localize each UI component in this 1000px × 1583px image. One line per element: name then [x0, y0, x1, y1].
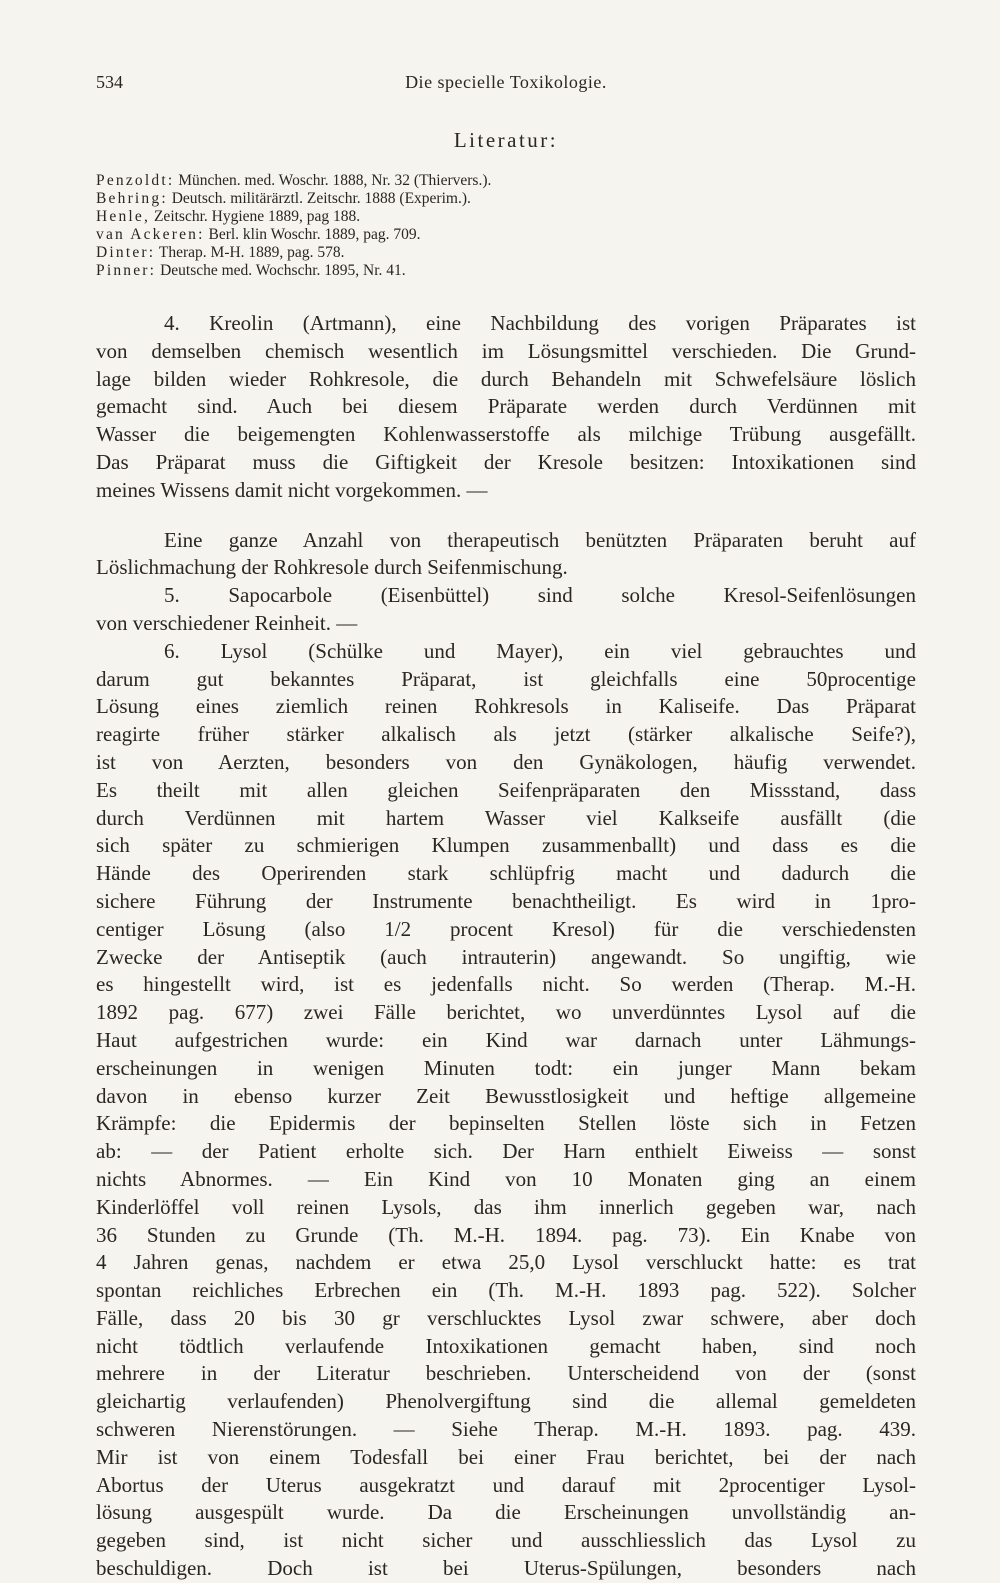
text-line: von verschiedener Reinheit. — — [96, 610, 358, 635]
text-line: 5. Sapocarbole (Eisenbüttel) sind solche Kresol-Seifenlösungen — [164, 583, 916, 608]
reference-item — [96, 208, 916, 226]
text-line: davon in ebenso kurzer Zeit Bewusstlosigkeit und heftige allgemeine — [96, 1083, 916, 1108]
text-line: Wasser die beigemengten Kohlenwasserstoffe als milchige Trübung ausgefällt. — [96, 422, 916, 447]
text-line: darum gut bekanntes Präparat, ist gleichfalls eine 50procentige — [96, 666, 916, 691]
text-line: sich später zu schmierigen Klumpen zusammenballt) und dass es die — [96, 833, 916, 858]
text-line: lösung ausgespült wurde. Da die Erscheinungen unvollständig an- — [96, 1500, 916, 1525]
literature-heading: Literatur: — [453, 128, 559, 152]
reference-author: Henle, — [96, 208, 151, 225]
running-title: Die specielle Toxikologie. — [405, 72, 607, 92]
literature-list — [96, 172, 916, 280]
text-line: gleichartig verlaufenden) Phenolvergiftung sind die allemal gemeldeten — [96, 1389, 916, 1414]
reference-author: Pinner: — [96, 262, 157, 279]
text-line: 6. Lysol (Schülke und Mayer), ein viel gebrauchtes und — [164, 638, 916, 663]
text-line: ist von Aerzten, besonders von den Gynäkologen, häufig verwendet. — [96, 749, 916, 774]
text-line: nichts Abnormes. — Ein Kind von 10 Monaten ging an einem — [96, 1166, 916, 1191]
reference-source: Deutsch. militärärztl. Zeitschr. 1888 (Experim.). — [167, 190, 471, 207]
reference-item — [96, 244, 916, 262]
text-line: von demselben chemisch wesentlich im Lösungsmittel verschieden. Die Grund- — [96, 338, 916, 363]
text-line: mehrere in der Literatur beschrieben. Unterscheidend von der (sonst — [96, 1361, 916, 1386]
text-line: Löslichmachung der Rohkresole durch Seifenmischung. — [96, 555, 568, 580]
text-line: beschuldigen. Doch ist bei Uterus-Spülungen, besonders nach — [96, 1556, 916, 1581]
text-line: erscheinungen in wenigen Minuten todt: ein junger Mann bekam — [96, 1055, 916, 1080]
text-line: Haut aufgestrichen wurde: ein Kind war darnach unter Lähmungs- — [96, 1027, 916, 1052]
reference-author: van Ackeren: — [96, 226, 205, 243]
text-line: es hingestellt wird, ist es jedenfalls nicht. So werden (Therap. M.-H. — [96, 972, 916, 997]
text-line: Es theilt mit allen gleichen Seifenpräparaten den Missstand, dass — [96, 777, 916, 802]
text-line: spontan reichliches Erbrechen ein (Th. M.-H. 1893 pag. 522). Solcher — [96, 1278, 916, 1303]
reference-item — [96, 262, 916, 280]
reference-source: Zeitschr. Hygiene 1889, pag 188. — [150, 208, 361, 225]
text-line: schweren Nierenstörungen. — Siehe Therap. M.-H. 1893. pag. 439. — [96, 1417, 916, 1442]
text-line: 1892 pag. 677) zwei Fälle berichtet, wo unverdünntes Lysol auf die — [96, 1000, 916, 1025]
page-number: 534 — [96, 72, 123, 92]
text-line: centiger Lösung (also 1/2 procent Kresol) für die verschiedensten — [96, 916, 916, 941]
reference-author: Penzoldt: — [96, 172, 175, 189]
page-header — [96, 72, 916, 98]
text-line: Mir ist von einem Todesfall bei einer Frau berichtet, bei der nach — [96, 1444, 916, 1469]
text-line: Kinderlöffel voll reinen Lysols, das ihm innerlich gegeben war, nach — [96, 1194, 916, 1219]
text-line: sichere Führung der Instrumente benachtheiligt. Es wird in 1pro- — [96, 888, 916, 913]
text-line: nicht tödtlich verlaufende Intoxikationen gemacht haben, sind noch — [96, 1333, 916, 1358]
text-line: Das Präparat muss die Giftigkeit der Kresole besitzen: Intoxikationen sind — [96, 449, 916, 474]
text-line: Hände des Operirenden stark schlüpfrig macht und dadurch die — [96, 861, 916, 886]
body-text — [96, 310, 916, 1583]
reference-source: Deutsche med. Wochschr. 1895, Nr. 41. — [156, 262, 406, 279]
text-line: Lösung eines ziemlich reinen Rohkresols in Kaliseife. Das Präparat — [96, 694, 916, 719]
text-line: Eine ganze Anzahl von therapeutisch benützten Präparaten beruht auf — [164, 527, 916, 552]
text-line: gegeben sind, ist nicht sicher und ausschliesslich das Lysol zu — [96, 1528, 916, 1553]
text-line: 4. Kreolin (Artmann), eine Nachbildung des vorigen Präparates ist — [164, 311, 916, 335]
reference-item — [96, 190, 916, 208]
text-line: meines Wissens damit nicht vorgekommen. — — [96, 477, 488, 502]
text-line: ab: — der Patient erholte sich. Der Harn enthielt Eiweiss — sonst — [96, 1139, 916, 1164]
text-line: Fälle, dass 20 bis 30 gr verschlucktes Lysol zwar schwere, aber doch — [96, 1305, 916, 1330]
text-line: Krämpfe: die Epidermis der bepinselten Stellen löste sich in Fetzen — [96, 1111, 916, 1136]
text-line: Zwecke der Antiseptik (auch intrauterin) angewandt. So ungiftig, wie — [96, 944, 916, 969]
text-line: gemacht sind. Auch bei diesem Präparate werden durch Verdünnen mit — [96, 394, 916, 419]
reference-author: Behring: — [96, 190, 168, 207]
reference-author: Dinter: — [96, 244, 156, 261]
text-line: 4 Jahren genas, nachdem er etwa 25,0 Lysol verschluckt hatte: es trat — [96, 1250, 916, 1275]
text-line: reagirte früher stärker alkalisch als jetzt (stärker alkalische Seife?), — [96, 722, 916, 747]
reference-source: München. med. Woschr. 1888, Nr. 32 (Thiervers.). — [174, 172, 492, 189]
reference-item — [96, 172, 916, 190]
reference-source: Therap. M-H. 1889, pag. 578. — [155, 244, 345, 261]
reference-source: Berl. klin Woschr. 1889, pag. 709. — [204, 226, 421, 243]
text-line: Abortus der Uterus ausgekratzt und darauf mit 2procentiger Lysol- — [96, 1472, 916, 1497]
text-line: durch Verdünnen mit hartem Wasser viel Kalkseife ausfällt (die — [96, 805, 916, 830]
text-line: 36 Stunden zu Grunde (Th. M.-H. 1894. pag. 73). Ein Knabe von — [96, 1222, 916, 1247]
text-line: lage bilden wieder Rohkresole, die durch Behandeln mit Schwefelsäure löslich — [96, 366, 916, 391]
reference-item — [96, 226, 916, 244]
